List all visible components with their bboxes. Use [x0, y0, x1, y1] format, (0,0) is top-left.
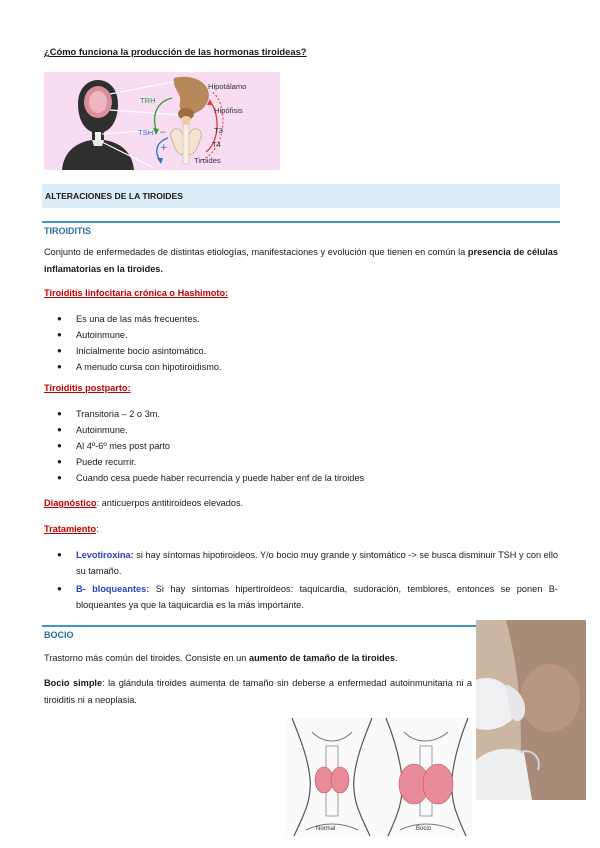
svg-text:+: + — [160, 143, 168, 153]
hashimoto-list — [56, 311, 556, 375]
list-item: ● Inicialmente bocio asintomático. — [57, 346, 207, 356]
bocio-heading: BOCIO — [44, 630, 74, 640]
tiroiditis-intro-text: Conjunto de enfermedades de distintas etiologías, manifestaciones y evolución que tienen en común la — [44, 247, 468, 257]
goiter-photo-illustration — [476, 620, 586, 800]
label-trh: TRH — [140, 96, 156, 105]
list-item: ● A menudo cursa con hipotiroidismo. — [57, 362, 222, 372]
tratamiento-label: Tratamiento — [44, 524, 97, 534]
list-item: ● B- bloqueantes: Si hay síntomas hipertiroideos: taquicardia, sudoración, temblores, entonces se ponen B-bloqueantes ya que la taquicardia es la más importante. — [57, 584, 558, 610]
label-tsh: TSH — [138, 128, 154, 137]
list-item: ● Autoinmune. — [57, 425, 128, 435]
bocio-intro-bold: aumento de tamaño de la tiroides — [248, 653, 395, 663]
drug-b-bloqueantes: B- bloqueantes: — [76, 584, 150, 594]
goiter-photo — [476, 620, 586, 800]
list-item: ● Cuando cesa puede haber recurrencia y puede haber enf de la tiroides — [57, 473, 365, 483]
postparto-title: Tiroiditis postparto: — [44, 383, 131, 393]
svg-text:−: − — [159, 128, 167, 138]
diagnostico-label: Diagnóstico — [44, 498, 97, 508]
drug-levotiroxina: Levotiroxina: — [76, 550, 134, 560]
section-band-title: ALTERACIONES DE LA TIROIDES — [42, 184, 560, 208]
bocio-intro: Trastorno más común del tiroides. Consiste en un aumento de tamaño de la tiroides. — [44, 653, 398, 663]
tiroiditis-intro-bold: presencia de células inflamatorias en la tiroides. — [44, 247, 558, 274]
list-item: ● Autoinmune. — [57, 330, 128, 340]
tiroiditis-heading: TIROIDITIS — [44, 226, 91, 236]
label-hipotalamo: Hipotálamo — [208, 82, 247, 91]
tratamiento-list — [56, 547, 558, 613]
list-item: ● Es una de las más frecuentes. — [57, 314, 200, 324]
label-normal: Normal — [316, 826, 336, 832]
label-bocio: Bocio — [416, 826, 432, 832]
label-t4: T4 — [212, 140, 221, 149]
list-item: ● Al 4º-6º mes post parto — [57, 441, 171, 451]
diagnostico-line — [44, 498, 243, 508]
label-hipofisis: Hipófisis — [214, 106, 243, 115]
list-item: ● Puede recurrir. — [57, 457, 137, 467]
diagnostico-text: : anticuerpos antitiroideos elevados. — [96, 498, 244, 508]
hashimoto-title: Tiroiditis linfocitaria crónica o Hashimoto: — [44, 288, 229, 298]
section-rule — [42, 221, 560, 223]
postparto-list — [56, 406, 556, 486]
label-tiroides: Tiroides — [194, 156, 221, 165]
tiroiditis-intro — [44, 244, 558, 277]
neck-comparison-illustration — [286, 718, 472, 836]
tratamiento-line: Tratamiento: — [44, 524, 99, 534]
label-t3: T3 — [214, 126, 223, 135]
list-item: ● Levotiroxina: si hay síntomas hipotiroideos. Y/o bocio muy grande y sintomático -> se busca disminuir TSH y con ello su tamaño. — [57, 550, 558, 576]
neck-comparison-figure — [286, 718, 472, 836]
thyroid-axis-figure — [44, 72, 280, 170]
list-item: ● Transitoria – 2 o 3m. — [57, 409, 160, 419]
bocio-simple: Bocio simple: la glándula tiroides aumenta de tamaño sin deberse a enfermedad autoinmunitaria ni a tiroiditis ni a neoplasia. — [44, 678, 472, 705]
bocio-simple-label: Bocio simple — [44, 678, 103, 688]
question-title: ¿Cómo funciona la producción de las hormonas tiroideas? — [44, 46, 307, 57]
